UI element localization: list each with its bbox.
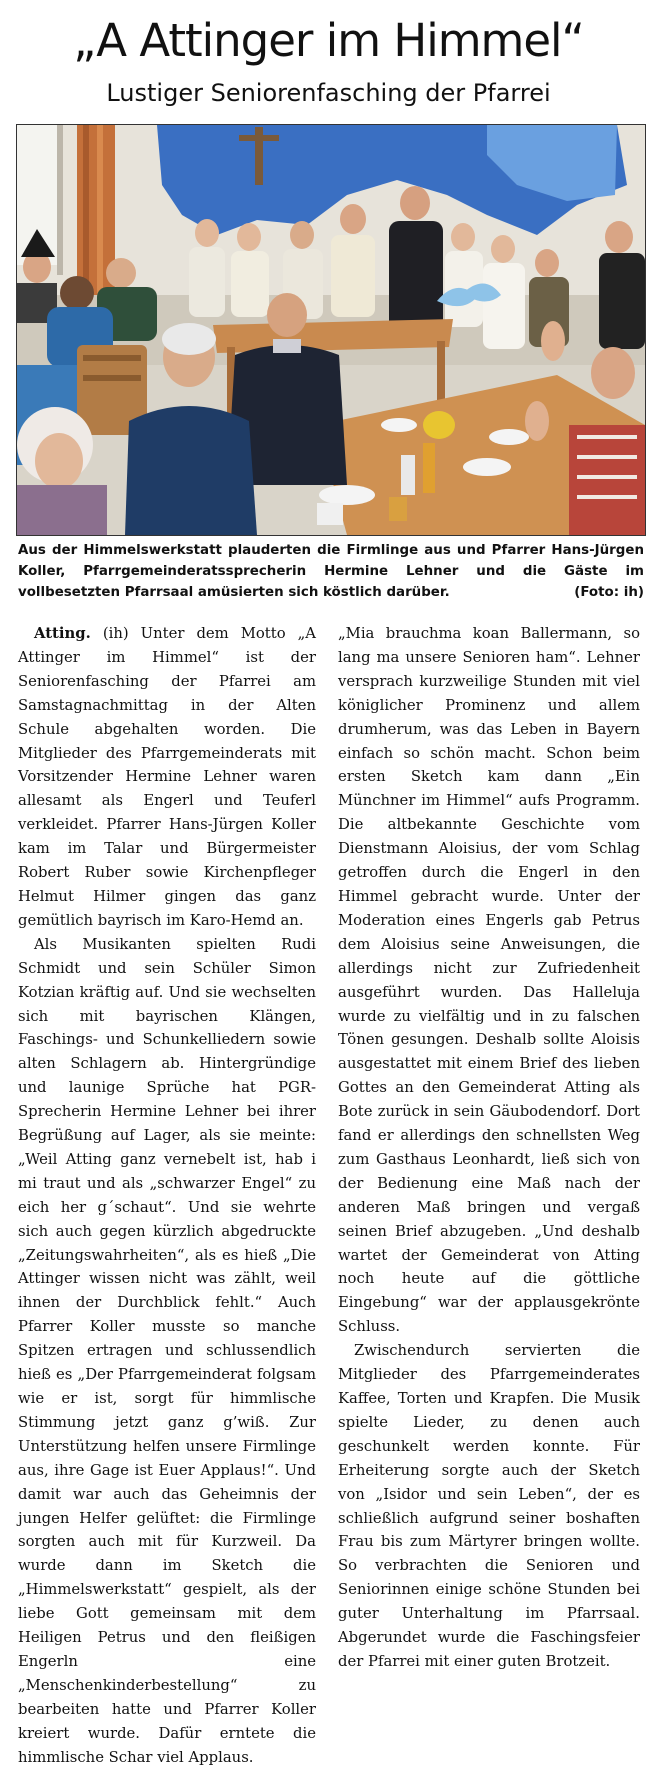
photo-credit: (Foto: ih) xyxy=(574,585,644,600)
article-column-left xyxy=(18,622,316,1766)
article-column-right xyxy=(338,622,640,1670)
article-paragraph: Zwischendurch servierten die Mitglieder des Pfarrgemeinderates Kaffee, Torten und Krapfen. Die Musik spielte Lieder, zu denen auch geschunkelt werden konnte. Für Erheiterung sorgte auch der Sketch von „Isidor und sein Leben“, der es schließlich aufgrund seiner boshaften Frau bis zum Märtyrer bringen wollte. So verbrachten die Senioren und Seniorinnen einige schöne Stunden bei guter Unterhaltung im Pfarrsaal. Abgerundet wurde die Faschingsfeier der Pfarrei mit einer guten Brotzeit. xyxy=(338,1342,640,1670)
article-paragraph xyxy=(18,622,316,933)
paragraph-text: (ih) Unter dem Motto „A Attinger im Himmel“ ist der Seniorenfasching der Pfarrei am Samstagnachmittag in der Alten Schule abgehalten worden. Die Mitglieder des Pfarrgemeinderats mit Vorsitzender Hermine Lehner waren allesamt als Engerl und Teuferl verkleidet. Pfarrer Hans-Jürgen Koller kam im Talar und Bürgermeister Robert Ruber sowie Kirchenpfleger Helmut Hilmer gingen das ganz gemütlich bayrisch im Karo-Hemd an. xyxy=(18,625,316,929)
subheadline: Lustiger Seniorenfasching der Pfarrei xyxy=(106,79,551,107)
photo-caption xyxy=(18,540,644,603)
caption-text: Aus der Himmelswerkstatt plauderten die Firmlinge aus und Pfarrer Hans-Jürgen Koller, Pfarrgemeinderatssprecherin Hermine Lehner und die Gäste im vollbesetzten Pfarrsaal amüsierten sich köstlich darüber. xyxy=(18,543,644,600)
photo-illustration xyxy=(17,125,645,535)
headline: „A Attinger im Himmel“ xyxy=(73,14,584,67)
dateline: Atting. xyxy=(34,625,91,642)
article-paragraph: „Mia brauchma koan Ballermann, so lang ma unsere Senioren ham“. Lehner versprach kurzweilige Stunden mit viel königlicher Prominenz und allem drumherum, was das Leben in Bayern einfach so schön macht. Schon beim ersten Sketch kam dann „Ein Münchner im Himmel“ aufs Programm. Die altbekannte Geschichte vom Dienstmann Aloisius, der vom Schlag getroffen durch die Engerl in den Himmel gebracht wurde. Unter der Moderation eines Engerls gab Petrus dem Aloisius seine Anweisungen, die allerdings nicht zur Zufriedenheit ausgeführt wurden. Das Halleluja wurde zu vielfältig und in zu falschen Tönen gesungen. Deshalb sollte Aloisis ausgestattet mit einem Brief des lieben Gottes an den Gemeinderat Atting als Bote zurück in sein Gäubodendorf. Dort fand er allerdings den schnellsten Weg zum Gasthaus Leonhardt, ließ sich von der Bedienung eine Maß nach der anderen Maß bringen und vergaß seinen Brief abzugeben. „Und deshalb wartet der Gemeinderat von Atting noch heute auf die göttliche Eingebung“ war der applausgekrönte Schluss. xyxy=(338,625,640,1336)
article-photo xyxy=(16,124,646,536)
article-paragraph: Als Musikanten spielten Rudi Schmidt und sein Schüler Simon Kotzian kräftig auf. Und sie wechselten sich mit bayrischen Klängen, Faschings- und Schunkelliedern sowie alten Schlagern ab. Hintergründige und launige Sprüche hat PGR-Sprecherin Hermine Lehner bei ihrer Begrüßung auf Lager, als sie meinte: „Weil Atting ganz vernebelt ist, hab i mi traut und als „schwarzer Engel“ zu eich her g´schaut“. Und sie wehrte sich auch gegen kürzlich abgedruckte „Zeitungswahrheiten“, als es hieß „Die Attinger wissen nicht was zählt, weil ihnen der Durchblick fehlt.“ Auch Pfarrer Koller musste so manche Spitzen ertragen und schlussendlich hieß es „Der Pfarrgemeinderat folgsam wie er ist, sorgt für himmlische Stimmung jetzt ganz g’wiß. Zur Unterstützung helfen unsere Firmlinge aus, ihre Gage ist Euer Applaus!“. Und damit war auch das Geheimnis der jungen Helfer gelüftet: die Firmlinge sorgten auch mit für Kurzweil. Da wurde dann im Sketch die „Himmelswerkstatt“ gespielt, als der liebe Gott gemeinsam mit dem Heiligen Petrus und den fleißigen Engerln eine „Menschenkinderbestellung“ zu bearbeiten hatte und Pfarrer Koller kreiert wurde. Dafür erntete die himmlische Schar viel Applaus. xyxy=(18,935,316,1766)
